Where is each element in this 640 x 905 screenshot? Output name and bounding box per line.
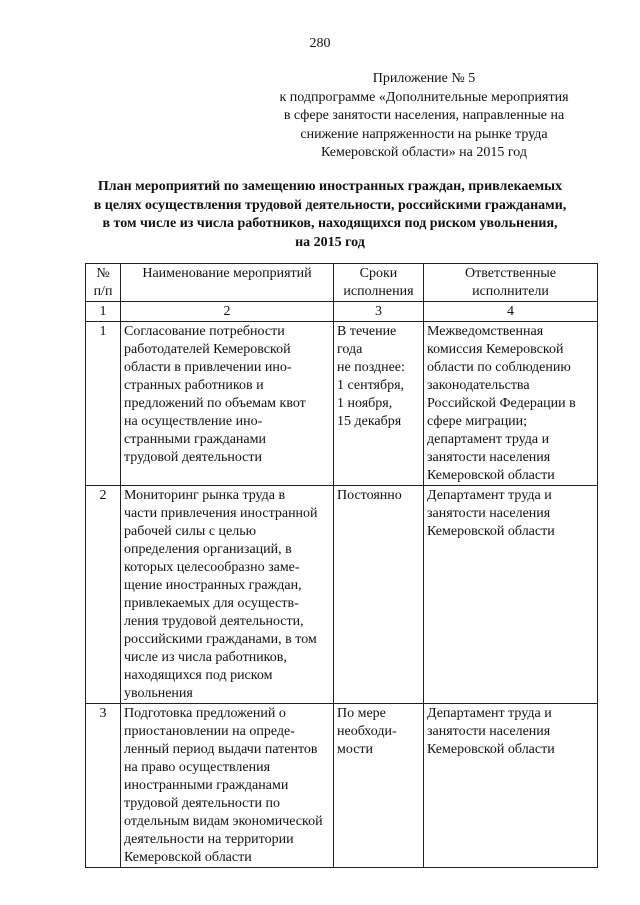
- cell-line: законодательства: [427, 378, 530, 393]
- cell-line: мости: [337, 742, 374, 757]
- appendix-line: в сфере занятости населения, направленные на: [283, 108, 565, 123]
- cell-line: ленный период выдачи патентов: [124, 742, 318, 757]
- cell-line: 3: [99, 706, 107, 721]
- cell-responsible: [424, 486, 598, 704]
- header-responsible: Ответственные исполнители: [424, 264, 598, 302]
- cell-line: Подготовка предложений о: [124, 706, 286, 721]
- page-number: 280: [309, 36, 331, 51]
- cell-term: [334, 704, 424, 868]
- cell-line: занятости населения: [427, 450, 551, 465]
- cell-line: департамент труда и: [427, 432, 550, 447]
- cell-line: странных работников и: [124, 378, 264, 393]
- cell-line: щение иностранных граждан,: [124, 578, 302, 593]
- cell-line: Согласование потребности: [124, 324, 285, 339]
- cell-line: определения организаций, в: [124, 542, 292, 557]
- cell-line: 1 ноября,: [337, 396, 393, 411]
- cell-line: трудовой деятельности: [124, 450, 262, 465]
- cell-line: Департамент труда и: [427, 488, 552, 503]
- header-term: Сроки исполнения: [334, 264, 424, 302]
- cell-line: части привлечения иностранной: [124, 506, 318, 521]
- cell-line: иностранными гражданами: [124, 778, 289, 793]
- cell-term: [334, 322, 424, 486]
- document-title: [50, 178, 610, 252]
- title-line: План мероприятий по замещению иностранных граждан, привлекаемых: [97, 179, 563, 194]
- cell-line: приостановлении на опреде-: [124, 724, 295, 739]
- cell-number: [86, 486, 121, 704]
- cell-line: Мониторинг рынка труда в: [124, 488, 286, 503]
- cell-line: области в привлечении ино-: [124, 360, 292, 375]
- cell-line: увольнения: [124, 686, 193, 701]
- cell-line: 1 сентября,: [337, 378, 405, 393]
- title-line: в целях осуществления трудовой деятельности, российскими гражданами,: [93, 197, 567, 213]
- appendix-line: Кемеровской области» на 2015 год: [320, 145, 528, 160]
- header-activity-name: Наименование мероприятий: [121, 264, 334, 302]
- cell-line: не позднее:: [337, 360, 405, 375]
- cell-line: Кемеровской области: [427, 468, 555, 483]
- cell-activity-name: [121, 322, 334, 486]
- cell-line: трудовой деятельности по: [124, 796, 280, 811]
- cell-number: [86, 322, 121, 486]
- cell-line: 2: [99, 488, 107, 503]
- cell-line: 1: [99, 324, 107, 339]
- cell-responsible: [424, 704, 598, 868]
- cell-line: находящихся под риском: [124, 668, 273, 683]
- cell-line: числе из числа работников,: [124, 650, 287, 665]
- cell-line: Кемеровской области: [427, 524, 555, 539]
- plan-table: [85, 263, 598, 868]
- header-number: № п/п: [86, 264, 121, 302]
- column-number: 4: [424, 302, 598, 322]
- cell-line: По мере: [337, 706, 386, 721]
- column-number: 2: [121, 302, 334, 322]
- cell-line: деятельности на территории: [124, 832, 294, 847]
- column-number: 1: [86, 302, 121, 322]
- table-row: [86, 704, 598, 868]
- title-line: на 2015 год: [295, 234, 365, 250]
- table-row: [86, 322, 598, 486]
- cell-line: В течение: [337, 324, 397, 339]
- cell-line: Департамент труда и: [427, 706, 552, 721]
- cell-line: Постоянно: [337, 488, 402, 503]
- cell-line: области по соблюдению: [427, 360, 571, 375]
- cell-line: Кемеровской области: [124, 850, 252, 865]
- cell-line: привлекаемых для осуществ-: [124, 596, 299, 611]
- appendix-note: [240, 70, 608, 163]
- column-number: 3: [334, 302, 424, 322]
- cell-line: российскими гражданами, в том: [124, 632, 317, 647]
- cell-line: которых целесообразно заме-: [124, 560, 300, 575]
- cell-line: занятости населения: [427, 724, 551, 739]
- cell-line: на право осуществления: [124, 760, 271, 775]
- appendix-line: снижение напряженности на рынке труда: [300, 126, 548, 142]
- appendix-line: к подпрограмме «Дополнительные мероприятия: [279, 89, 569, 105]
- cell-line: ления трудовой деятельности,: [124, 614, 304, 629]
- cell-line: отдельным видам экономической: [124, 814, 323, 829]
- cell-line: 15 декабря: [337, 414, 402, 429]
- cell-number: [86, 704, 121, 868]
- cell-line: предложений по объемам квот: [124, 396, 306, 411]
- cell-term: [334, 486, 424, 704]
- cell-activity-name: [121, 486, 334, 704]
- column-number-row: [86, 302, 598, 322]
- cell-line: странными гражданами: [124, 432, 266, 447]
- cell-line: года: [337, 342, 363, 357]
- cell-line: Межведомственная: [427, 324, 544, 339]
- cell-line: Российской Федерации в: [427, 396, 576, 411]
- cell-responsible: [424, 322, 598, 486]
- cell-line: необходи-: [337, 724, 397, 739]
- cell-line: на осуществление ино-: [124, 414, 263, 429]
- table-header-row: [86, 264, 598, 302]
- cell-line: комиссия Кемеровской: [427, 342, 564, 357]
- table-row: [86, 486, 598, 704]
- cell-line: сфере миграции;: [427, 414, 528, 429]
- cell-activity-name: [121, 704, 334, 868]
- title-line: в том числе из числа работников, находящихся под риском увольнения,: [102, 216, 558, 231]
- cell-line: работодателей Кемеровской: [124, 342, 291, 357]
- appendix-line: Приложение № 5: [372, 71, 476, 86]
- cell-line: Кемеровской области: [427, 742, 555, 757]
- cell-line: занятости населения: [427, 506, 551, 521]
- cell-line: рабочей силы с целью: [124, 524, 257, 539]
